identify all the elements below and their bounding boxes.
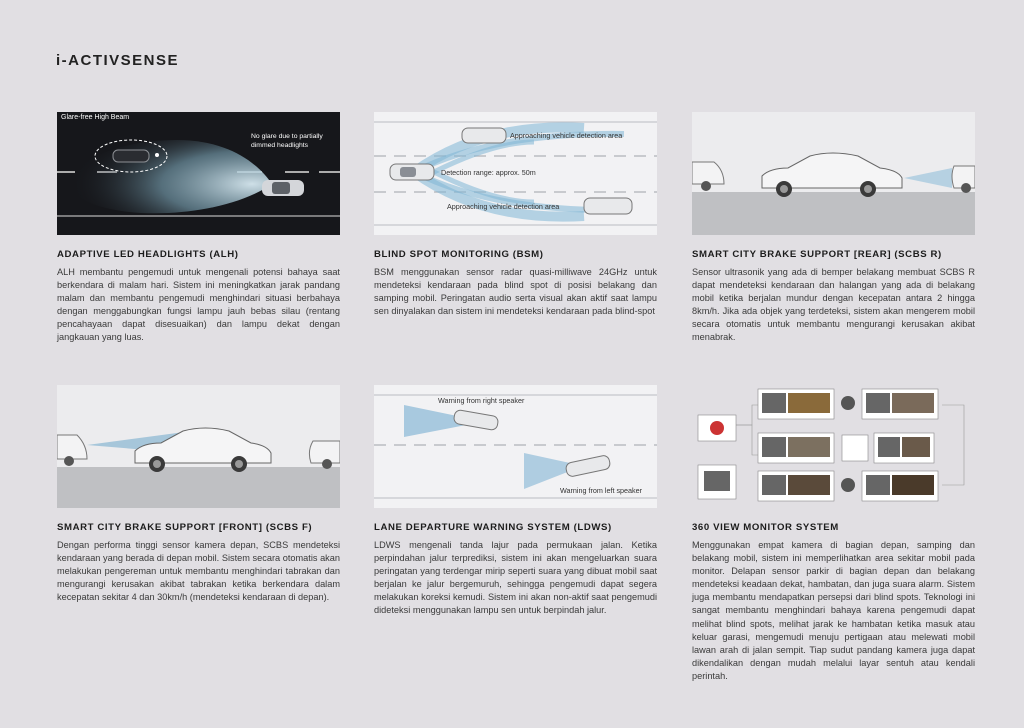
feature-body: ALH membantu pengemudi untuk mengenali potensi bahaya saat berkendara di malam hari. Sistem ini meningkatkan jarak pandang malam dan membantu pengemudi menghindari situasi berbahaya dengan menggabungkan fungsi lampu jauh bebas silau (rentang pencahayaan dapat disesuaikan) dan lampu dekat dengan jangkauan yang luas.	[57, 267, 340, 343]
alh-image-label: No glare due to partially dimmed headlights	[251, 133, 323, 149]
page-title: i-ACTIVSENSE	[56, 52, 180, 69]
feature-card-scbs-f	[57, 385, 340, 604]
feature-card-alh	[57, 112, 340, 345]
ldws-label-left: Warning from left speaker	[560, 486, 643, 495]
360-view-illustration	[692, 385, 975, 508]
bsm-label-upper: Approaching vehicle detection area	[510, 131, 623, 140]
feature-heading: ADAPTIVE LED HEADLIGHTS (ALH)	[57, 249, 239, 260]
feature-body: Sensor ultrasonik yang ada di bemper belakang membuat SCBS R dapat mendeteksi kendaraan dan halangan yang ada di belakang mobil ketika berjalan mundur dengan kecepatan antara 2 hingga 8km/h. Jika ada objek yang terdeteksi, sistem akan mengerem mobil secara otomatis untuk membantu mengurangi kerusakan akibat menabrak.	[692, 267, 975, 343]
feature-heading: SMART CITY BRAKE SUPPORT [REAR] (SCBS R)	[692, 249, 942, 260]
feature-body: LDWS mengenali tanda lajur pada permukaan jalan. Ketika perpindahan jalur terprediksi, sistem ini akan mengeluarkan suara peringatan yang terdengar mirip seperti suara yang dibuat mobil saat berjalan ke jalur bergemuruh, sehingga pengemudi dapat segera melakukan koreksi kemudi. Sistem ini akan non-aktif saat pengemudi dideteksi menggunakan lampu sen untuk berpindah jalur.	[374, 540, 657, 616]
bsm-illustration	[374, 112, 657, 235]
feature-heading: LANE DEPARTURE WARNING SYSTEM (LDWS)	[374, 522, 612, 533]
feature-card-360-view	[692, 385, 975, 683]
feature-card-bsm	[374, 112, 657, 318]
feature-heading: 360 VIEW MONITOR SYSTEM	[692, 522, 839, 533]
feature-heading: BLIND SPOT MONITORING (BSM)	[374, 249, 544, 260]
feature-card-scbs-r	[692, 112, 975, 345]
scbs-r-illustration	[692, 112, 975, 235]
feature-heading: SMART CITY BRAKE SUPPORT [FRONT] (SCBS F)	[57, 522, 313, 533]
scbs-f-illustration	[57, 385, 340, 508]
ldws-illustration	[374, 385, 657, 508]
ldws-label-right: Warning from right speaker	[438, 396, 525, 405]
feature-card-ldws	[374, 385, 657, 618]
bsm-label-range: Detection range: approx. 50m	[441, 168, 536, 177]
alh-image-caption: Glare-free High Beam	[61, 114, 130, 121]
bsm-label-lower: Approaching vehicle detection area	[447, 202, 560, 211]
feature-body: Dengan performa tinggi sensor kamera depan, SCBS mendeteksi kendaraan yang berada di depan mobil. Sistem secara otomatis akan melakukan pengereman untuk membantu menghindari tabrakan dan mengurangi kerusakan akibat tabrakan ketika berkendara dalam kecepatan sekitar 4 dan 30km/h (mendeteksi kendaraan di depan).	[57, 540, 340, 603]
feature-body: BSM menggunakan sensor radar quasi-milliwave 24GHz untuk mendeteksi kendaraan pada blind spot di posisi belakang dan samping mobil. Peringatan audio serta visual akan aktif saat lampu sen dinyalakan dan sistem ini mendeteksi kendaraan pada blind-spot	[374, 267, 657, 317]
feature-body: Menggunakan empat kamera di bagian depan, samping dan belakang mobil, sistem ini memperlihatkan area sekitar mobil pada monitor. Delapan sensor parkir di bagian depan dan belakang mendeteksi keadaan dekat, hambatan, dan juga suara alarm. Sistem juga membantu mendapatkan persepsi dari blind spots. Teknologi ini sangat membantu menghindari bahaya karena pengemudi dapat melihat blind spots, melihat jarak ke hambatan ketika masuk atau keluar garasi, mengemudi menuju pertigaan atau melewati mobil lawan arah di jalan sempit. Tiap sudut pandang kamera juga dapat dikendalikan dengan mudah melalui layar sentuh atau kendali perintah.	[692, 540, 975, 681]
alh-illustration	[57, 112, 340, 235]
